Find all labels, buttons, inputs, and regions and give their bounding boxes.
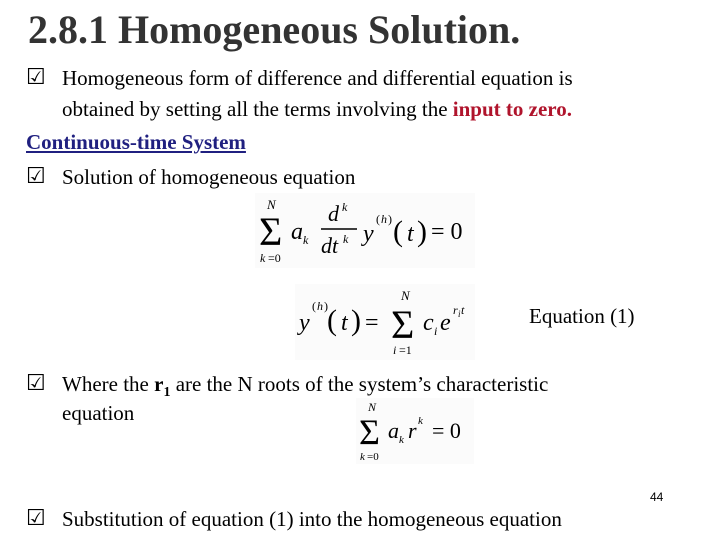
svg-text:=: =	[365, 310, 379, 336]
svg-text:i: i	[458, 309, 461, 319]
input-zero-highlight: input to zero.	[452, 97, 572, 121]
checkbox-icon: ☑	[26, 371, 46, 396]
svg-text:k: k	[343, 232, 349, 246]
svg-text:d: d	[328, 201, 339, 226]
svg-text:r: r	[453, 303, 458, 317]
svg-text:(: (	[393, 215, 403, 248]
bullet-text-3-suffix: are the N roots of the system’s characteristic	[170, 372, 549, 396]
root-subscript: 1	[163, 385, 171, 401]
bullet-text-4: Substitution of equation (1) into the homogeneous equation	[62, 507, 562, 531]
bullet-text-1: Homogeneous form of difference and differential equation is	[62, 66, 573, 90]
svg-text:e: e	[440, 310, 451, 336]
svg-text:=0: =0	[268, 251, 281, 265]
checkbox-icon: ☑	[26, 164, 46, 189]
svg-text:): )	[351, 304, 361, 337]
svg-text:(: (	[376, 212, 380, 226]
svg-text:= 0: = 0	[431, 219, 463, 245]
bullet-text-1-prefix: obtained by setting all the terms involving the	[62, 97, 453, 121]
equation-label: Equation (1)	[529, 304, 635, 328]
svg-text:k: k	[360, 451, 365, 463]
svg-text:Σ: Σ	[259, 209, 283, 254]
svg-text:r: r	[408, 418, 417, 443]
svg-text:t: t	[461, 303, 465, 317]
svg-text:N: N	[401, 288, 410, 303]
svg-text:h: h	[317, 299, 323, 313]
checkbox-icon: ☑	[26, 506, 46, 531]
svg-text:a: a	[388, 418, 399, 443]
characteristic-equation	[356, 398, 474, 464]
svg-text:t: t	[341, 310, 348, 336]
svg-text:N: N	[368, 400, 377, 414]
svg-text:): )	[324, 299, 328, 313]
svg-text:= 0: = 0	[432, 418, 461, 443]
svg-text:k: k	[418, 415, 423, 427]
svg-text:t: t	[407, 221, 414, 247]
svg-text:i: i	[393, 343, 397, 357]
root-variable: r	[154, 372, 164, 396]
svg-text:h: h	[381, 212, 387, 226]
equation-1	[295, 284, 475, 360]
svg-text:a: a	[291, 219, 303, 245]
bullet-text-3	[62, 370, 548, 407]
svg-text:k: k	[303, 233, 309, 247]
svg-text:): )	[417, 215, 427, 248]
svg-text:Σ: Σ	[391, 302, 415, 347]
svg-text:N: N	[267, 197, 276, 212]
svg-text:Σ: Σ	[359, 412, 380, 452]
svg-text:): )	[388, 212, 392, 226]
svg-text:(: (	[327, 304, 337, 337]
svg-text:=0: =0	[367, 451, 379, 463]
bullet-text-1-cont	[62, 95, 572, 123]
bullet-text-3-cont: equation	[62, 401, 135, 425]
svg-text:y: y	[363, 221, 374, 247]
page-number: 44	[650, 490, 664, 504]
svg-text:dt: dt	[321, 233, 339, 258]
slide-title: 2.8.1 Homogeneous Solution.	[28, 7, 521, 52]
svg-text:i: i	[434, 324, 438, 338]
svg-text:=1: =1	[399, 343, 412, 357]
svg-text:(: (	[312, 299, 316, 313]
equation-homogeneous	[255, 193, 475, 268]
svg-text:k: k	[399, 434, 404, 446]
checkbox-icon: ☑	[26, 65, 46, 90]
bullet-text-3-prefix: Where the	[62, 372, 155, 396]
svg-text:k: k	[260, 251, 266, 265]
section-heading[interactable]: Continuous-time System	[26, 130, 246, 154]
svg-text:y: y	[299, 310, 310, 336]
svg-text:c: c	[423, 310, 434, 336]
svg-text:k: k	[342, 200, 348, 214]
bullet-text-2: Solution of homogeneous equation	[62, 165, 356, 189]
